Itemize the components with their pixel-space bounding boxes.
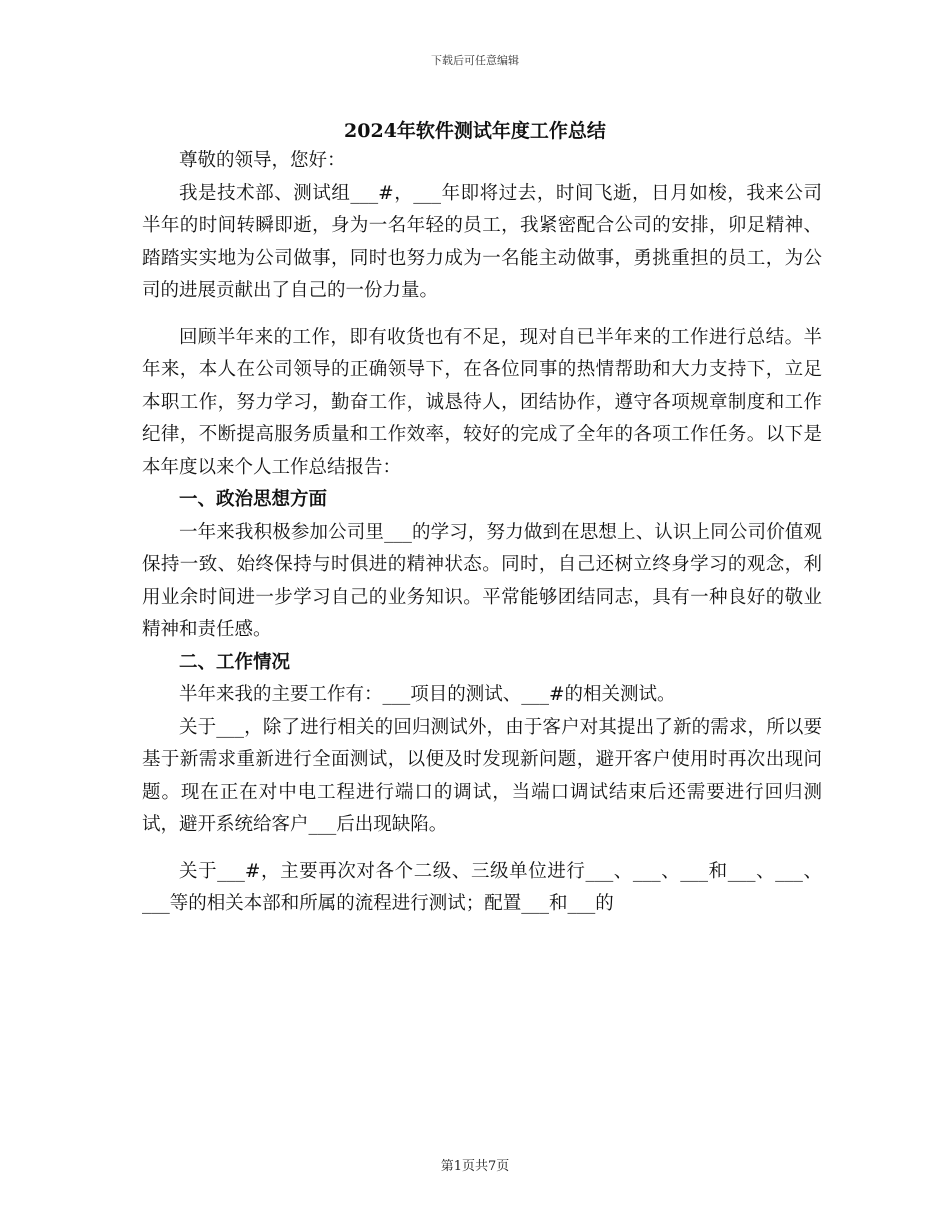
work-detail-paragraph: 关于___，除了进行相关的回归测试外，由于客户对其提出了新的需求，所以要基于新需求重新进行全面测试，以便及时发现新问题，避开客户使用时再次出现问题。现在正在对中电工程进行端口的调试，当端口调试结束后还需要进行回归测试，避开系统给客户___后出现缺陷。 xyxy=(142,716,822,835)
politics-paragraph: 一年来我积极参加公司里___的学习，努力做到在思想上、认识上同公司价值观保持一致、始终保持与时俱进的精神状态。同时，自己还树立终身学习的观念，利用业余时间进一步学习自己的业务知识。平常能够团结同志，具有一种良好的敬业精神和责任感。 xyxy=(142,521,822,640)
document-body xyxy=(142,145,822,921)
review-paragraph: 回顾半年来的工作，即有收货也有不足，现对自已半年来的工作进行总结。半年来，本人在公司领导的正确领导下，在各位同事的热情帮助和大力支持下，立足本职工作，努力学习，勤奋工作，诚恳待人，团结协作，遵守各项规章制度和工作纪律，不断提高服务质量和工作效率，较好的完成了全年的各项工作任务。以下是本年度以来个人工作总结报告： xyxy=(142,326,822,478)
work-detail-paragraph-2: 关于___#，主要再次对各个二级、三级单位进行___、___、___和___、___、___等的相关本部和所属的流程进行测试；配置___和___的 xyxy=(142,860,822,914)
document-title: 2024年软件测试年度工作总结 xyxy=(344,120,606,142)
page-header: 下载后可任意编辑 xyxy=(431,54,519,67)
salutation: 尊敬的领导，您好： xyxy=(179,150,346,171)
section-heading-politics: 一、政治思想方面 xyxy=(179,489,328,510)
work-summary-paragraph: 半年来我的主要工作有：___项目的测试、___#的相关测试。 xyxy=(179,684,676,705)
page-footer: 第1页共7页 xyxy=(440,1159,510,1174)
intro-paragraph: 我是技术部、测试组___#，___年即将过去，时间飞逝，日月如梭，我来公司半年的时间转瞬即逝，身为一名年轻的员工，我紧密配合公司的安排，卯足精神、踏踏实实地为公司做事，同时也努力成为一名能主动做事，勇挑重担的员工，为公司的进展贡献出了自己的一份力量。 xyxy=(142,182,822,301)
section-heading-work: 二、工作情况 xyxy=(179,651,291,673)
